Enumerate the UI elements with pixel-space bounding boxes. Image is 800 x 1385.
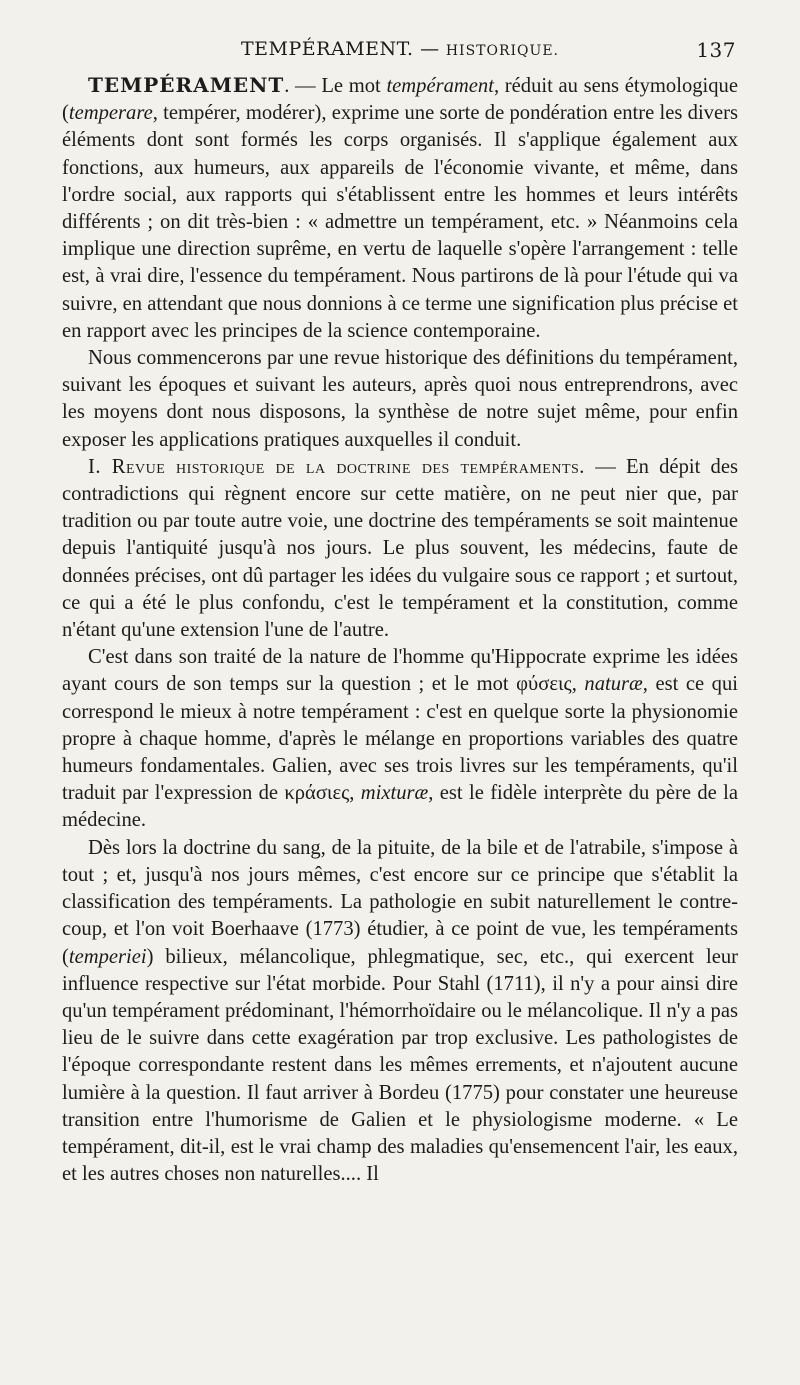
paragraph-section-one <box>62 454 738 644</box>
article-body <box>62 72 738 1188</box>
paragraph-humors <box>62 835 738 1189</box>
text-run: C'est dans son traité de la nature de l'homme qu'Hippocrate exprime les idées ayant cours de son temps sur la question ; et le mot <box>62 646 738 696</box>
running-head <box>62 38 738 72</box>
running-head-subtitle: HISTORIQUE. <box>445 43 559 59</box>
text-run: , est le fidèle interprète du père de la médecine. <box>62 782 739 832</box>
italic-term: temperare <box>68 102 153 125</box>
paragraph-definition <box>62 72 738 345</box>
headword: TEMPÉRAMENT <box>88 73 285 97</box>
greek-term: κράσιες <box>284 782 350 805</box>
text-run: , <box>349 782 361 805</box>
text-run: Dès lors la doctrine du sang, de la pituite, de la bile et de l'atrabile, s'impose à tout ; et, jusqu'à nos jours mêmes, c'est encore sur ce principe que s'établit la classification des tempéraments. La pathologie en subit naturellement le contre-coup, et l'on voit Boerhaave (1773) étudier, à ce point de vue, les tempéraments ( <box>62 836 738 968</box>
italic-term: tempérament <box>386 75 494 97</box>
text-run: . — Le mot <box>284 75 387 97</box>
text-run: Nous commencerons par une revue historique des définitions du tempérament, suivant les époques et suivant les auteurs, après quoi nous entreprendrons, avec les moyens dont nous disposons, la synthèse de notre sujet même, pour enfin exposer les applications pratiques auxquelles il conduit. <box>62 347 738 451</box>
text-run: , <box>571 673 585 696</box>
italic-term: temperiei <box>68 945 147 968</box>
section-heading: I. Revue historique de la doctrine des tempéraments. <box>88 455 585 478</box>
paragraph-hippocrate <box>62 644 738 834</box>
text-run: ) bilieux, mélancolique, phlegmatique, sec, etc., qui exercent leur influence respective sur l'état morbide. Pour Stahl (1711), il n'y a pour ainsi dire qu'un tempérament prédominant, l'hémorrhoïdaire ou le mélancolique. Il n'y a pas lieu de le suivre dans cette exagération par trop exclusive. Les pathologistes de l'époque correspondante restent dans les mêmes errements, et n'ajoutent aucune lumière à la question. Il faut arriver à Bordeu (1775) pour constater une heureuse transition entre l'humorisme de Galien et le physiologisme moderne. « Le tempérament, dit-il, est le vrai champ des maladies qu'ensemencent l'air, les eaux, et les autres choses non naturelles.... Il <box>62 945 738 1186</box>
running-head-title: TEMPÉRAMENT. — <box>241 38 440 60</box>
paragraph-plan <box>62 345 738 454</box>
text-run: , tempérer, modérer), exprime une sorte de pondération entre les divers éléments dont sont formés les corps organisés. Il s'applique également aux fonctions, aux humeurs, aux appareils de l'économie vivante, et même, dans l'ordre social, aux rapports qui s'établissent entre les hommes et leurs intérêts différents ; on dit très-bien : « admettre un tempérament, etc. » Néanmoins cela implique une direction suprême, en vertu de laquelle s'opère l'arrangement : telle est, à vrai dire, l'essence du tempérament. Nous partirons de là pour l'étude qui va suivre, en attendant que nous donnions à ce terme une signification plus précise et en rapport avec les principes de la science contemporaine. <box>62 102 738 342</box>
text-run: , réduit au sens étymologique ( <box>62 75 738 125</box>
greek-term: φύσεις <box>516 673 572 696</box>
page-number: 137 <box>696 38 736 62</box>
italic-term: mixturæ <box>360 782 429 805</box>
text-run: , est ce qui correspond le mieux à notre tempérament : c'est en quelque sorte la physionomie propre à chaque homme, d'après le mélange en proportions variables des quatre humeurs fondamentales. Galien, avec ses trois livres sur les tempéraments, qu'il traduit par l'expression de <box>62 673 738 805</box>
italic-term: naturæ <box>584 673 643 696</box>
text-run: — En dépit des contradictions qui règnent encore sur cette matière, on ne peut nier que, par tradition ou par toute autre voie, une doctrine des tempéraments se soit maintenue depuis l'antiquité jusqu'à nos jours. Le plus souvent, les médecins, faute de données précises, ont dû partager les idées du vulgaire sous ce rapport ; et surtout, ce qui a été le plus confondu, c'est le tempérament et la constitution, comme n'étant qu'une extension l'une de l'autre. <box>62 455 738 642</box>
